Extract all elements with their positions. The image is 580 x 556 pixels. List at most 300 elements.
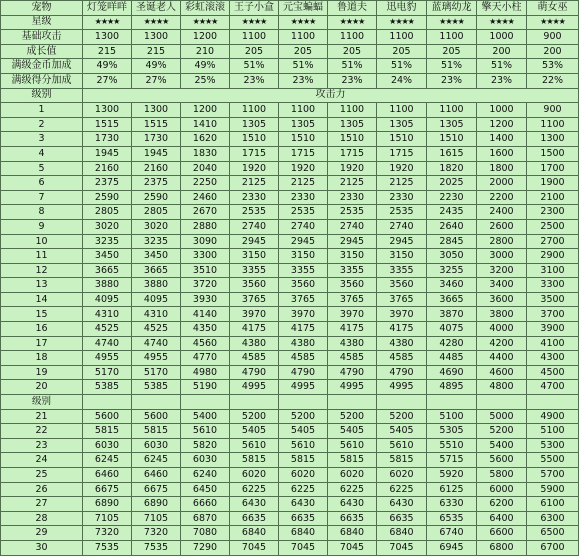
attack-value-cell[interactable]: 5600 [83,409,132,424]
attack-value-cell[interactable]: 1100 [230,103,279,118]
level-number-cell[interactable]: 22 [1,424,83,439]
attack-value-cell[interactable]: 2125 [279,176,328,191]
attack-value-cell[interactable]: 1715 [328,146,377,161]
attack-value-cell[interactable]: 7080 [181,526,230,541]
star-rating-cell[interactable]: ★★★★ [83,15,132,30]
level-number-cell[interactable]: 27 [1,497,83,512]
star-rating-cell[interactable]: ★★★★ [527,15,579,30]
attack-value-cell[interactable]: 4525 [83,322,132,337]
attack-value-cell[interactable]: 6840 [230,526,279,541]
stat-label-cell[interactable]: 成长值 [1,44,83,59]
attack-value-cell[interactable]: 4700 [527,380,579,395]
stat-value-cell[interactable]: 27% [132,73,181,88]
attack-value-cell[interactable]: 6020 [230,468,279,483]
star-rating-cell[interactable]: ★★★★ [279,15,328,30]
attack-value-cell[interactable]: 2375 [132,176,181,191]
attack-value-cell[interactable]: 2700 [527,234,579,249]
attack-value-cell[interactable]: 5000 [477,409,527,424]
stat-value-cell[interactable]: 51% [328,59,377,74]
attack-value-cell[interactable]: 3460 [427,278,477,293]
attack-value-cell[interactable]: 1920 [230,161,279,176]
star-rating-cell[interactable]: ★★★★ [328,15,377,30]
attack-value-cell[interactable]: 3870 [427,307,477,322]
attack-value-cell[interactable]: 4955 [132,351,181,366]
attack-value-cell[interactable]: 4100 [527,336,579,351]
stat-label-cell[interactable]: 满级得分加成 [1,73,83,88]
attack-value-cell[interactable]: 2535 [328,205,377,220]
attack-value-cell[interactable]: 3970 [377,307,427,322]
stat-value-cell[interactable]: 1100 [230,30,279,45]
attack-value-cell[interactable]: 6030 [83,438,132,453]
attack-value-cell[interactable]: 2900 [527,249,579,264]
attack-value-cell[interactable]: 4560 [181,336,230,351]
attack-value-cell[interactable]: 4095 [83,292,132,307]
attack-value-cell[interactable]: 5600 [477,453,527,468]
pet-name-cell[interactable]: 蓝璃幼龙 [427,1,477,16]
attack-value-cell[interactable]: 5715 [427,453,477,468]
attack-value-cell[interactable]: 6100 [527,497,579,512]
attack-value-cell[interactable]: 6660 [181,497,230,512]
attack-value-cell[interactable]: 6635 [230,511,279,526]
attack-value-cell[interactable]: 5400 [477,438,527,453]
stat-value-cell[interactable]: 22% [527,73,579,88]
attack-value-cell[interactable]: 1305 [230,117,279,132]
attack-value-cell[interactable]: 3355 [377,263,427,278]
attack-value-cell[interactable]: 2160 [132,161,181,176]
attack-value-cell[interactable]: 6020 [377,468,427,483]
attack-value-cell[interactable]: 1615 [427,146,477,161]
attack-value-cell[interactable]: 5815 [279,453,328,468]
attack-value-cell[interactable]: 3765 [279,292,328,307]
attack-value-cell[interactable]: 6890 [132,497,181,512]
stat-value-cell[interactable]: 51% [377,59,427,74]
attack-value-cell[interactable]: 1400 [477,132,527,147]
attack-value-cell[interactable]: 2535 [279,205,328,220]
attack-value-cell[interactable]: 6840 [377,526,427,541]
attack-value-cell[interactable]: 6460 [132,468,181,483]
attack-value-cell[interactable]: 4690 [427,365,477,380]
attack-value-cell[interactable]: 1715 [230,146,279,161]
attack-value-cell[interactable]: 3560 [230,278,279,293]
attack-value-cell[interactable]: 6700 [527,540,579,555]
stat-value-cell[interactable]: 27% [83,73,132,88]
attack-value-cell[interactable]: 2000 [477,176,527,191]
stat-value-cell[interactable]: 23% [477,73,527,88]
level-number-cell[interactable]: 25 [1,468,83,483]
attack-value-cell[interactable]: 2330 [279,190,328,205]
attack-value-cell[interactable]: 6225 [279,482,328,497]
attack-value-cell[interactable]: 5800 [477,468,527,483]
attack-value-cell[interactable]: 3765 [328,292,377,307]
attack-value-cell[interactable]: 6535 [427,511,477,526]
attack-value-cell[interactable]: 6030 [132,438,181,453]
attack-value-cell[interactable]: 4995 [328,380,377,395]
attack-value-cell[interactable]: 5815 [328,453,377,468]
attack-value-cell[interactable]: 2125 [377,176,427,191]
attack-value-cell[interactable]: 5405 [279,424,328,439]
attack-value-cell[interactable]: 6460 [83,468,132,483]
attack-value-cell[interactable]: 1305 [377,117,427,132]
level-number-cell[interactable]: 26 [1,482,83,497]
stat-value-cell[interactable]: 51% [427,59,477,74]
attack-value-cell[interactable]: 3970 [279,307,328,322]
attack-value-cell[interactable]: 6840 [328,526,377,541]
attack-value-cell[interactable]: 4380 [328,336,377,351]
attack-value-cell[interactable]: 2740 [377,219,427,234]
attack-value-cell[interactable]: 3300 [527,278,579,293]
attack-value-cell[interactable]: 4280 [427,336,477,351]
attack-value-cell[interactable]: 1620 [181,132,230,147]
attack-value-cell[interactable]: 1100 [279,103,328,118]
attack-value-cell[interactable]: 3665 [427,292,477,307]
attack-value-cell[interactable]: 6200 [477,497,527,512]
attack-value-cell[interactable]: 4770 [181,351,230,366]
level-number-cell[interactable]: 15 [1,307,83,322]
attack-value-cell[interactable]: 6225 [377,482,427,497]
attack-value-cell[interactable]: 5400 [181,409,230,424]
stat-value-cell[interactable]: 51% [477,59,527,74]
attack-value-cell[interactable]: 1510 [427,132,477,147]
attack-value-cell[interactable]: 4350 [181,322,230,337]
level-number-cell[interactable]: 8 [1,205,83,220]
attack-value-cell[interactable]: 4895 [427,380,477,395]
attack-value-cell[interactable]: 1515 [132,117,181,132]
attack-value-cell[interactable]: 4585 [279,351,328,366]
stat-value-cell[interactable]: 205 [328,44,377,59]
stat-value-cell[interactable]: 205 [279,44,328,59]
attack-value-cell[interactable]: 7045 [377,540,427,555]
attack-value-cell[interactable]: 2535 [230,205,279,220]
attack-value-cell[interactable]: 3665 [132,263,181,278]
attack-value-cell[interactable]: 4525 [132,322,181,337]
stat-value-cell[interactable]: 51% [279,59,328,74]
attack-value-cell[interactable]: 3100 [527,263,579,278]
level-number-cell[interactable]: 30 [1,540,83,555]
attack-value-cell[interactable]: 2125 [328,176,377,191]
attack-value-cell[interactable]: 2805 [132,205,181,220]
attack-value-cell[interactable]: 5170 [132,365,181,380]
attack-value-cell[interactable] [377,395,427,410]
attack-value-cell[interactable]: 3560 [377,278,427,293]
attack-value-cell[interactable]: 2945 [328,234,377,249]
level-number-cell[interactable]: 13 [1,278,83,293]
attack-value-cell[interactable]: 4790 [279,365,328,380]
attack-value-cell[interactable]: 2535 [377,205,427,220]
attack-value-cell[interactable]: 4585 [328,351,377,366]
attack-value-cell[interactable]: 3150 [328,249,377,264]
attack-value-cell[interactable]: 1305 [328,117,377,132]
attack-value-cell[interactable]: 5510 [427,438,477,453]
attack-value-cell[interactable]: 1600 [477,146,527,161]
level-number-cell[interactable]: 12 [1,263,83,278]
attack-value-cell[interactable]: 1300 [132,103,181,118]
stat-label-cell[interactable]: 星级 [1,15,83,30]
attack-value-cell[interactable]: 4000 [477,322,527,337]
attack-value-cell[interactable] [328,395,377,410]
attack-value-cell[interactable]: 4175 [230,322,279,337]
attack-value-cell[interactable]: 2330 [230,190,279,205]
attack-value-cell[interactable]: 5500 [527,453,579,468]
attack-value-cell[interactable]: 3500 [527,292,579,307]
attack-value-cell[interactable]: 5200 [477,424,527,439]
attack-value-cell[interactable]: 5405 [230,424,279,439]
attack-value-cell[interactable]: 3255 [427,263,477,278]
attack-value-cell[interactable]: 6245 [83,453,132,468]
attack-value-cell[interactable] [427,395,477,410]
attack-value-cell[interactable]: 2845 [427,234,477,249]
star-rating-cell[interactable]: ★★★★ [132,15,181,30]
attack-value-cell[interactable]: 1730 [132,132,181,147]
level-number-cell[interactable]: 4 [1,146,83,161]
attack-value-cell[interactable]: 2300 [527,205,579,220]
attack-value-cell[interactable] [230,395,279,410]
attack-value-cell[interactable]: 1410 [181,117,230,132]
stat-value-cell[interactable]: 900 [527,30,579,45]
attack-value-cell[interactable]: 7105 [83,511,132,526]
attack-value-cell[interactable]: 5815 [377,453,427,468]
attack-value-cell[interactable]: 6225 [230,482,279,497]
attack-value-cell[interactable]: 4380 [377,336,427,351]
attack-value-cell[interactable]: 4300 [527,351,579,366]
stat-value-cell[interactable]: 200 [477,44,527,59]
attack-value-cell[interactable]: 6840 [279,526,328,541]
stat-value-cell[interactable]: 215 [83,44,132,59]
stat-value-cell[interactable]: 25% [181,73,230,88]
attack-value-cell[interactable]: 1300 [527,132,579,147]
stat-value-cell[interactable]: 205 [377,44,427,59]
attack-value-cell[interactable]: 3150 [377,249,427,264]
attack-value-cell[interactable]: 3700 [527,307,579,322]
attack-value-cell[interactable]: 2200 [477,190,527,205]
attack-value-cell[interactable]: 5200 [377,409,427,424]
attack-value-cell[interactable]: 4380 [279,336,328,351]
attack-value-cell[interactable]: 4980 [181,365,230,380]
level-number-cell[interactable]: 5 [1,161,83,176]
attack-value-cell[interactable]: 6300 [527,511,579,526]
attack-value-cell[interactable]: 3355 [230,263,279,278]
attack-value-cell[interactable]: 1200 [477,117,527,132]
attack-value-cell[interactable]: 6740 [427,526,477,541]
attack-value-cell[interactable]: 1515 [83,117,132,132]
attack-value-cell[interactable]: 5405 [377,424,427,439]
stat-value-cell[interactable]: 51% [230,59,279,74]
attack-value-cell[interactable]: 2040 [181,161,230,176]
stat-value-cell[interactable]: 23% [427,73,477,88]
stat-value-cell[interactable]: 1200 [181,30,230,45]
attack-value-cell[interactable]: 1500 [527,146,579,161]
attack-value-cell[interactable]: 5610 [377,438,427,453]
level-number-cell[interactable]: 2 [1,117,83,132]
attack-value-cell[interactable]: 5385 [132,380,181,395]
level-number-cell[interactable]: 9 [1,219,83,234]
level-number-cell[interactable]: 29 [1,526,83,541]
attack-value-cell[interactable]: 6600 [477,526,527,541]
attack-value-cell[interactable]: 2025 [427,176,477,191]
attack-value-cell[interactable]: 6500 [527,526,579,541]
attack-value-cell[interactable]: 3765 [230,292,279,307]
attack-value-cell[interactable]: 1730 [83,132,132,147]
attack-value-cell[interactable]: 5610 [230,438,279,453]
attack-value-cell[interactable]: 6400 [477,511,527,526]
attack-value-cell[interactable]: 6945 [427,540,477,555]
attack-value-cell[interactable]: 5200 [328,409,377,424]
pet-name-cell[interactable]: 灯笼咩咩 [83,1,132,16]
level-number-cell[interactable]: 20 [1,380,83,395]
attack-value-cell[interactable]: 6450 [181,482,230,497]
stat-value-cell[interactable]: 1100 [328,30,377,45]
attack-value-cell[interactable]: 4380 [230,336,279,351]
attack-value-cell[interactable]: 3880 [83,278,132,293]
attack-value-cell[interactable]: 3450 [132,249,181,264]
attack-value-cell[interactable]: 1510 [230,132,279,147]
attack-value-cell[interactable]: 3020 [83,219,132,234]
attack-value-cell[interactable]: 4200 [477,336,527,351]
attack-value-cell[interactable]: 4175 [328,322,377,337]
attack-value-cell[interactable]: 6430 [279,497,328,512]
stat-value-cell[interactable]: 205 [230,44,279,59]
attack-value-cell[interactable]: 6675 [83,482,132,497]
attack-value-cell[interactable]: 7045 [279,540,328,555]
attack-value-cell[interactable]: 2400 [477,205,527,220]
attack-value-cell[interactable]: 5385 [83,380,132,395]
attack-value-cell[interactable]: 6870 [181,511,230,526]
attack-value-cell[interactable]: 2640 [427,219,477,234]
attack-value-cell[interactable]: 1700 [527,161,579,176]
attack-value-cell[interactable]: 1945 [83,146,132,161]
attack-value-cell[interactable]: 5610 [279,438,328,453]
attack-value-cell[interactable]: 6240 [181,468,230,483]
stat-value-cell[interactable]: 1300 [83,30,132,45]
attack-value-cell[interactable]: 2125 [230,176,279,191]
attack-value-cell[interactable]: 5815 [83,424,132,439]
star-rating-cell[interactable]: ★★★★ [477,15,527,30]
attack-value-cell[interactable]: 3150 [230,249,279,264]
attack-value-cell[interactable]: 1100 [527,117,579,132]
attack-value-cell[interactable]: 7045 [230,540,279,555]
attack-value-cell[interactable]: 1900 [527,176,579,191]
stat-value-cell[interactable]: 23% [328,73,377,88]
attack-value-cell[interactable]: 3765 [377,292,427,307]
attack-value-cell[interactable] [279,395,328,410]
attack-value-cell[interactable]: 3020 [132,219,181,234]
level-number-cell[interactable]: 10 [1,234,83,249]
stat-value-cell[interactable]: 1300 [132,30,181,45]
attack-value-cell[interactable]: 4995 [377,380,427,395]
attack-value-cell[interactable]: 5300 [527,438,579,453]
attack-value-cell[interactable]: 6020 [328,468,377,483]
attack-value-cell[interactable]: 6430 [377,497,427,512]
attack-value-cell[interactable]: 1000 [477,103,527,118]
attack-value-cell[interactable]: 4800 [477,380,527,395]
stat-value-cell[interactable]: 53% [527,59,579,74]
attack-value-cell[interactable] [132,395,181,410]
attack-value-cell[interactable]: 1100 [377,103,427,118]
attack-value-cell[interactable]: 3970 [328,307,377,322]
attack-value-cell[interactable]: 4600 [477,365,527,380]
attack-value-cell[interactable]: 6000 [477,482,527,497]
attack-value-cell[interactable]: 3900 [527,322,579,337]
attack-value-cell[interactable]: 1300 [83,103,132,118]
attack-value-cell[interactable]: 5700 [527,468,579,483]
stat-value-cell[interactable]: 49% [83,59,132,74]
attack-value-cell[interactable]: 2500 [527,219,579,234]
attack-value-cell[interactable]: 4175 [377,322,427,337]
attack-value-cell[interactable] [181,395,230,410]
attack-value-cell[interactable]: 7320 [132,526,181,541]
attack-value-cell[interactable]: 2375 [83,176,132,191]
attack-value-cell[interactable]: 1920 [279,161,328,176]
attack-value-cell[interactable]: 3600 [477,292,527,307]
attack-value-cell[interactable]: 2330 [328,190,377,205]
attack-value-cell[interactable]: 3930 [181,292,230,307]
attack-value-cell[interactable]: 3200 [477,263,527,278]
attack-value-cell[interactable]: 1945 [132,146,181,161]
attack-value-cell[interactable]: 2670 [181,205,230,220]
level-number-cell[interactable]: 11 [1,249,83,264]
attack-value-cell[interactable]: 6635 [328,511,377,526]
attack-value-cell[interactable]: 4790 [328,365,377,380]
attack-value-cell[interactable]: 5200 [279,409,328,424]
attack-value-cell[interactable]: 2230 [427,190,477,205]
attack-value-cell[interactable]: 2805 [83,205,132,220]
attack-value-cell[interactable]: 4585 [230,351,279,366]
attack-value-cell[interactable]: 2250 [181,176,230,191]
attack-value-cell[interactable]: 4740 [83,336,132,351]
star-rating-cell[interactable]: ★★★★ [181,15,230,30]
attack-value-cell[interactable]: 1830 [181,146,230,161]
attack-value-cell[interactable]: 1715 [279,146,328,161]
pet-name-cell[interactable]: 迅电豹 [377,1,427,16]
attack-value-cell[interactable]: 5305 [427,424,477,439]
attack-value-cell[interactable]: 7320 [83,526,132,541]
level-number-cell[interactable]: 7 [1,190,83,205]
attack-value-cell[interactable]: 1510 [328,132,377,147]
attack-value-cell[interactable]: 6635 [377,511,427,526]
attack-value-cell[interactable]: 1510 [279,132,328,147]
attack-value-cell[interactable] [83,395,132,410]
attack-value-cell[interactable]: 2590 [83,190,132,205]
attack-value-cell[interactable]: 3235 [83,234,132,249]
attack-value-cell[interactable]: 2590 [132,190,181,205]
attack-value-cell[interactable] [477,395,527,410]
stat-value-cell[interactable]: 1100 [279,30,328,45]
attack-value-cell[interactable]: 900 [527,103,579,118]
attack-value-cell[interactable]: 3665 [83,263,132,278]
attack-value-cell[interactable]: 5190 [181,380,230,395]
stat-value-cell[interactable]: 24% [377,73,427,88]
attack-value-cell[interactable]: 3560 [328,278,377,293]
star-rating-cell[interactable]: ★★★★ [377,15,427,30]
attack-value-cell[interactable]: 3235 [132,234,181,249]
attack-value-cell[interactable]: 4900 [527,409,579,424]
level-number-cell[interactable]: 6 [1,176,83,191]
attack-value-cell[interactable]: 7535 [132,540,181,555]
pet-name-cell[interactable]: 圣诞老人 [132,1,181,16]
stat-value-cell[interactable]: 215 [132,44,181,59]
attack-value-cell[interactable]: 4790 [377,365,427,380]
attack-value-cell[interactable]: 4310 [83,307,132,322]
attack-value-cell[interactable]: 5610 [181,424,230,439]
attack-value-cell[interactable]: 3150 [279,249,328,264]
level-number-cell[interactable]: 级别 [1,395,83,410]
attack-value-cell[interactable]: 6890 [83,497,132,512]
level-number-cell[interactable]: 16 [1,322,83,337]
level-label-cell[interactable]: 级别 [1,88,83,103]
attack-value-cell[interactable]: 3510 [181,263,230,278]
pet-name-cell[interactable]: 元宝蝙蝠 [279,1,328,16]
attack-value-cell[interactable]: 5600 [132,409,181,424]
attack-value-cell[interactable]: 3800 [477,307,527,322]
